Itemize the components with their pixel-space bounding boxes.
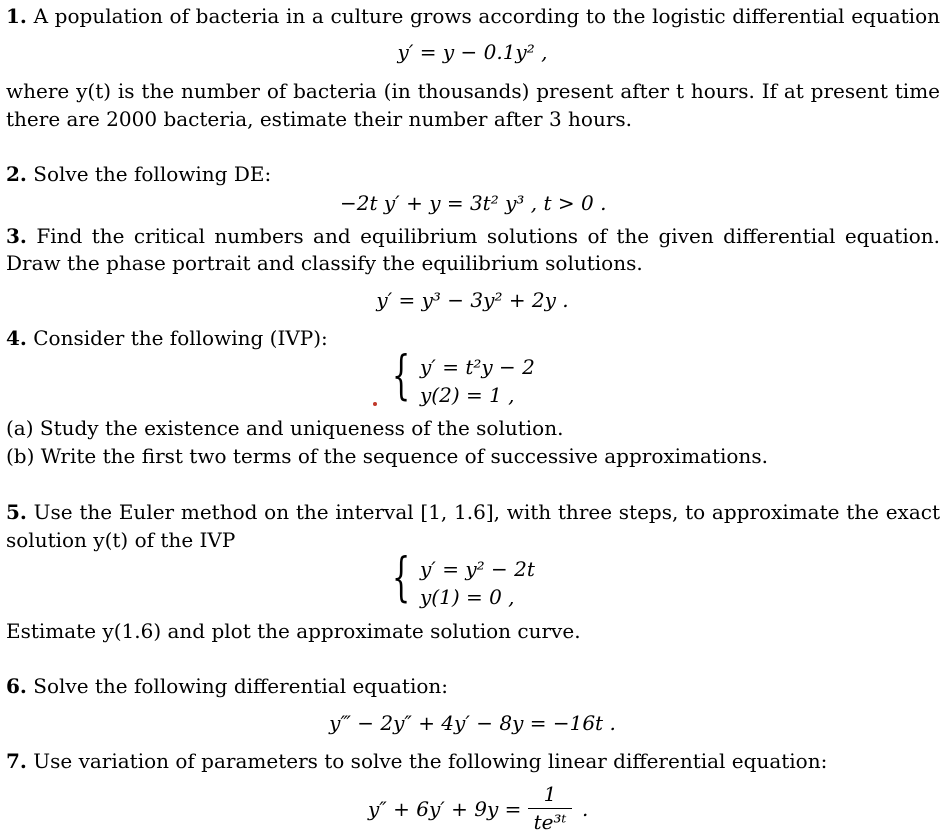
problem-7-fraction-numerator: 1 [543,782,557,806]
problem-5-line-1 [6,500,940,524]
problem-7-equation-lhs: y″ + 6y′ + 9y = [368,797,522,821]
problem-4-line-1 [6,326,328,350]
problem-7-number: 7. [6,749,27,773]
stray-dot [373,402,377,406]
problem-3-line-2: Draw the phase portrait and classify the equilibrium solutions. [6,251,643,275]
problem-1-line-1 [6,4,940,28]
problem-4-number: 4. [6,326,27,350]
problem-4-text-1: Consider the following (IVP): [33,326,328,350]
problem-1-number: 1. [6,4,27,28]
problem-6-number: 6. [6,674,27,698]
problem-6-text-1: Solve the following differential equation: [33,674,448,698]
problem-2-number: 2. [6,162,27,186]
problem-2-equation: −2t y′ + y = 3t² y³ , t > 0 . [340,191,607,215]
problem-5-system-2: y(1) = 0 , [420,585,515,609]
problem-6-equation: y‴ − 2y″ + 4y′ − 8y = −16t . [329,711,616,735]
problem-5-brace: { [392,548,411,608]
problem-5-line-3: Estimate y(1.6) and plot the approximate solution curve. [6,619,581,643]
problem-3-text-1: Find the critical numbers and equilibrium solutions of the given differential equation. [36,224,940,248]
problem-2-line-1 [6,162,271,186]
problem-4-system-2: y(2) = 1 , [420,383,515,407]
problem-7-equation-tail: . [582,797,589,821]
problem-4-line-2: (a) Study the existence and uniqueness of the solution. [6,416,564,440]
problem-3-equation: y′ = y³ − 3y² + 2y . [376,288,569,312]
problem-3-line-1 [6,224,940,248]
problem-6-line-1 [6,674,448,698]
problem-1-line-2: where y(t) is the number of bacteria (in thousands) present after t hours. If at present time [6,79,940,103]
problem-5-number: 5. [6,500,27,524]
problem-1-equation: y′ = y − 0.1y² , [397,40,548,64]
problem-7-line-1 [6,749,827,773]
problem-1-line-3: there are 2000 bacteria, estimate their number after 3 hours. [6,107,633,131]
problem-1-text-1: A population of bacteria in a culture grows according to the logistic differential equation [33,4,941,28]
problem-7-text-1: Use variation of parameters to solve the following linear differential equation: [33,749,828,773]
problem-4-brace: { [392,346,411,406]
problem-7-fraction-bar [528,808,572,809]
problem-3-number: 3. [6,224,27,248]
problem-2-text-1: Solve the following DE: [33,162,272,186]
problem-5-system-1: y′ = y² − 2t [420,557,535,581]
problem-4-line-3: (b) Write the first two terms of the sequence of successive approximations. [6,444,768,468]
problem-4-system-1: y′ = t²y − 2 [420,355,535,379]
problem-5-line-2: solution y(t) of the IVP [6,528,236,552]
problem-7-fraction-denominator: te³ᵗ [533,810,567,834]
problem-5-text-1: Use the Euler method on the interval [1, 1.6], with three steps, to approximate the exact [33,500,940,524]
